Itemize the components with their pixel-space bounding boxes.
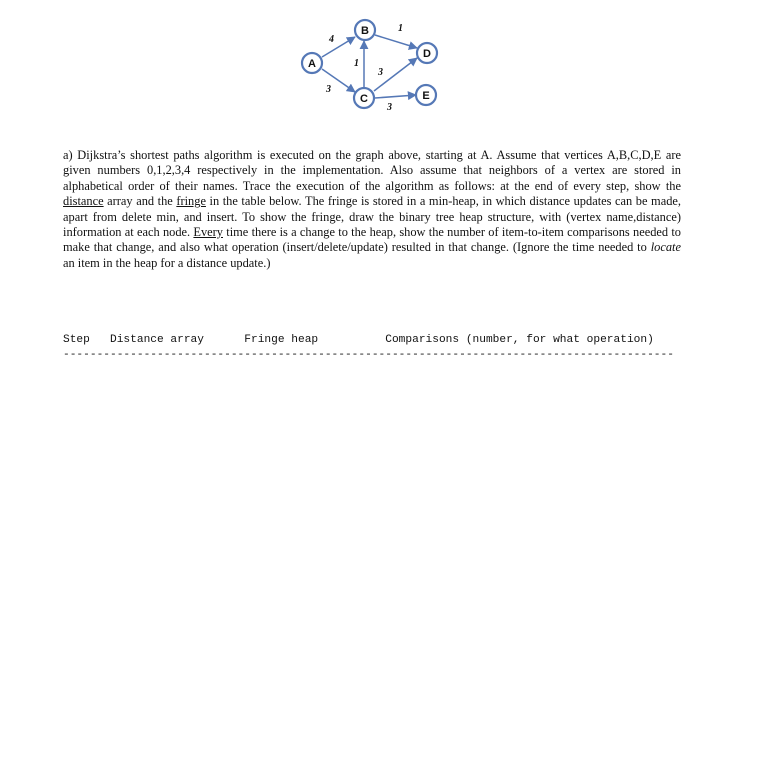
trace-table-header: Step Distance array Fringe heap Comparisons (number, for what operation) (63, 334, 654, 346)
edge-c-b-weight: 1 (354, 58, 359, 69)
node-b-label: B (361, 25, 369, 37)
node-b (355, 20, 375, 40)
problem-text-part-2: array and the (103, 194, 177, 209)
edge-b-d (375, 35, 417, 48)
edge-c-e (375, 95, 416, 98)
edge-a-b-weight: 4 (329, 34, 334, 45)
problem-text-part-5: an item in the heap for a distance update.) (63, 255, 271, 270)
locate-italic: locate (650, 240, 681, 255)
problem-statement (63, 148, 681, 271)
edge-a-c-weight: 3 (326, 84, 331, 95)
problem-text-part-4: time there is a change to the heap, show the number of item-to-item comparisons needed to make that change, and also what operation (insert/delete/update) resulted in that change. (Ignore the time needed to (63, 225, 681, 255)
problem-text-part-1: a) Dijkstra’s shortest paths algorithm is executed on the graph above, starting at A. Assume that vertices A,B,C,D,E are given numbers 0,1,2,3,4 respectively in the implementation. Also assume that neighbors of a vertex are stored in alphabetical order of their names. Trace the execution of the algorithm as follows: at the end of every step, show the (63, 148, 681, 193)
edge-c-d-weight: 3 (378, 67, 383, 78)
node-d-label: D (423, 48, 431, 60)
trace-table-rule: ------------------------------------------------------------------------------------------- (63, 349, 674, 361)
node-e-label: E (422, 90, 430, 102)
weighted-directed-graph (280, 10, 470, 120)
every-underlined: Every (193, 225, 223, 240)
distance-underlined: distance (63, 194, 104, 209)
edge-c-e-weight: 3 (387, 102, 392, 113)
node-d (417, 43, 437, 63)
node-e (416, 85, 436, 105)
edge-a-b (322, 37, 355, 57)
node-c (354, 88, 374, 108)
node-c-label: C (360, 93, 368, 105)
node-a-label: A (308, 58, 316, 70)
problem-text-part-3: in the table below. The fringe is stored in a min-heap, in which distance updates can be made, apart from delete min, and insert. To show the fringe, draw the binary tree heap structure, with (vertex name,distance) information at each node. (63, 194, 681, 240)
fringe-underlined: fringe (176, 194, 206, 209)
edge-b-d-weight: 1 (398, 23, 403, 34)
node-a (302, 53, 322, 73)
